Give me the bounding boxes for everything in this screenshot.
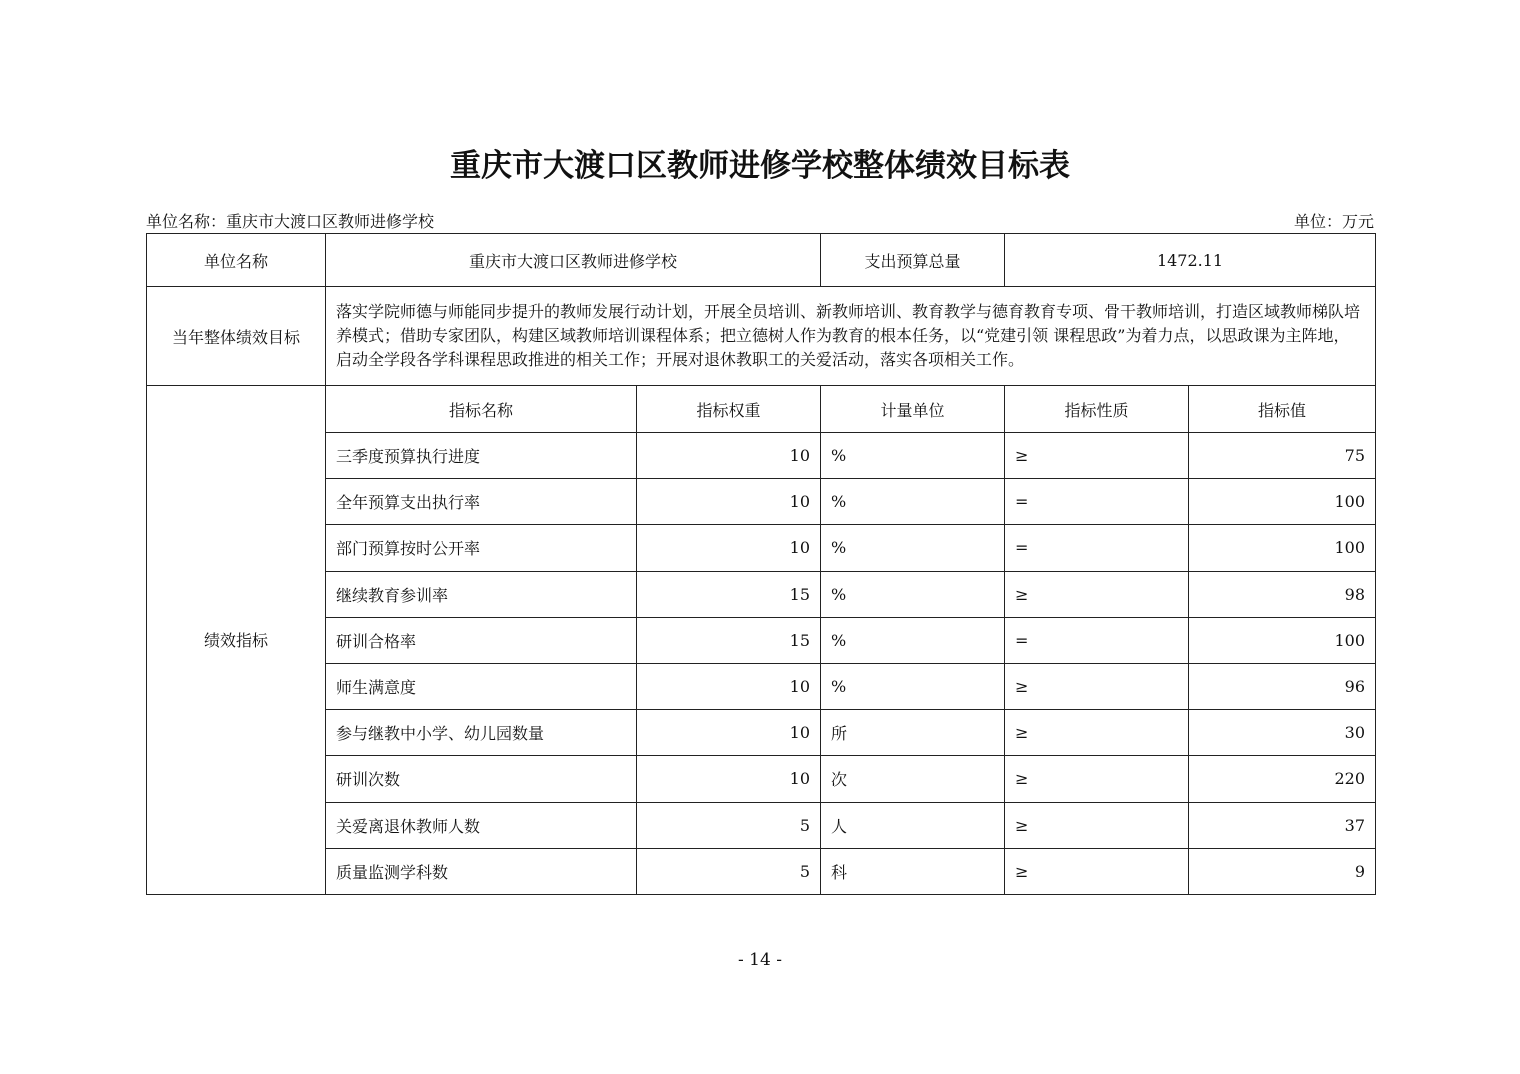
indicator-name: 部门预算按时公开率 [326, 525, 637, 571]
measure-unit: % [821, 571, 1005, 617]
indicator-value: 100 [1189, 617, 1376, 663]
measure-unit: % [821, 617, 1005, 663]
measure-unit: 科 [821, 848, 1005, 894]
budget-label: 支出预算总量 [821, 234, 1005, 287]
currency-unit: 单位：万元 [1293, 212, 1374, 231]
indicator-name: 关爱离退休教师人数 [326, 802, 637, 848]
col-header: 计量单位 [821, 386, 1005, 433]
unit-name-line: 单位名称：重庆市大渡口区教师进修学校 [146, 212, 435, 231]
measure-unit: 所 [821, 710, 1005, 756]
col-header: 指标权重 [637, 386, 821, 433]
indicator-name: 三季度预算执行进度 [326, 433, 637, 479]
table-row [147, 617, 1376, 663]
indicator-name: 研训合格率 [326, 617, 637, 663]
indicator-nature: ≥ [1005, 663, 1189, 709]
indicator-weight: 10 [637, 525, 821, 571]
indicator-weight: 10 [637, 479, 821, 525]
table-row [147, 710, 1376, 756]
table-row [147, 663, 1376, 709]
measure-unit: % [821, 663, 1005, 709]
page-title: 重庆市大渡口区教师进修学校整体绩效目标表 [450, 148, 1070, 184]
indicator-name: 继续教育参训率 [326, 571, 637, 617]
indicator-name: 参与继教中小学、幼儿园数量 [326, 710, 637, 756]
indicator-nature: = [1005, 479, 1189, 525]
indicator-name: 师生满意度 [326, 663, 637, 709]
indicator-name: 全年预算支出执行率 [326, 479, 637, 525]
indicator-weight: 5 [637, 802, 821, 848]
measure-unit: % [821, 479, 1005, 525]
col-header: 指标性质 [1005, 386, 1189, 433]
measure-unit: 人 [821, 802, 1005, 848]
indicator-value: 30 [1189, 710, 1376, 756]
indicator-value: 75 [1189, 433, 1376, 479]
table-row [147, 433, 1376, 479]
indicator-value: 100 [1189, 479, 1376, 525]
indicator-weight: 10 [637, 433, 821, 479]
table-row [147, 571, 1376, 617]
indicator-value: 96 [1189, 663, 1376, 709]
indicator-nature: ≥ [1005, 756, 1189, 802]
table-row [147, 479, 1376, 525]
indicator-nature: ≥ [1005, 571, 1189, 617]
indicator-weight: 15 [637, 617, 821, 663]
goal-text: 落实学院师德与师能同步提升的教师发展行动计划，开展全员培训、新教师培训、教育教学与德育教育专项、骨干教师培训，打造区域教师梯队培养模式；借助专家团队，构建区域教师培训课程体系；把立德树人作为教育的根本任务，以“党建引领 课程思政”为着力点，以思政课为主阵地，启动全学段各学科课程思政推进的相关工作；开展对退休教职工的关爱活动，落实各项相关工作。 [326, 287, 1376, 386]
indicator-weight: 5 [637, 848, 821, 894]
indicator-value: 37 [1189, 802, 1376, 848]
indicator-value: 9 [1189, 848, 1376, 894]
table-row [147, 525, 1376, 571]
indicator-weight: 10 [637, 710, 821, 756]
indicator-nature: ≥ [1005, 802, 1189, 848]
measure-unit: % [821, 433, 1005, 479]
indicator-weight: 10 [637, 756, 821, 802]
indicator-name: 质量监测学科数 [326, 848, 637, 894]
table-row [147, 756, 1376, 802]
goal-row [147, 287, 1376, 386]
indicator-weight: 15 [637, 571, 821, 617]
measure-unit: 次 [821, 756, 1005, 802]
col-header: 指标值 [1189, 386, 1376, 433]
indicator-nature: ≥ [1005, 433, 1189, 479]
indicator-nature: ≥ [1005, 848, 1189, 894]
col-header: 指标名称 [326, 386, 637, 433]
indicator-weight: 10 [637, 663, 821, 709]
goal-label: 当年整体绩效目标 [147, 287, 326, 386]
budget-value: 1472.11 [1005, 234, 1376, 287]
indicator-value: 98 [1189, 571, 1376, 617]
performance-table [146, 233, 1376, 895]
indicator-header-row [147, 386, 1376, 433]
indicator-nature: = [1005, 525, 1189, 571]
indicator-nature: = [1005, 617, 1189, 663]
indicator-value: 100 [1189, 525, 1376, 571]
table-row [147, 848, 1376, 894]
header-row [147, 234, 1376, 287]
indicator-name: 研训次数 [326, 756, 637, 802]
measure-unit: % [821, 525, 1005, 571]
unit-value: 重庆市大渡口区教师进修学校 [326, 234, 821, 287]
page-number: - 14 - [738, 950, 782, 970]
indicator-label: 绩效指标 [147, 386, 326, 895]
unit-label: 单位名称 [147, 234, 326, 287]
indicator-nature: ≥ [1005, 710, 1189, 756]
table-row [147, 802, 1376, 848]
indicator-value: 220 [1189, 756, 1376, 802]
